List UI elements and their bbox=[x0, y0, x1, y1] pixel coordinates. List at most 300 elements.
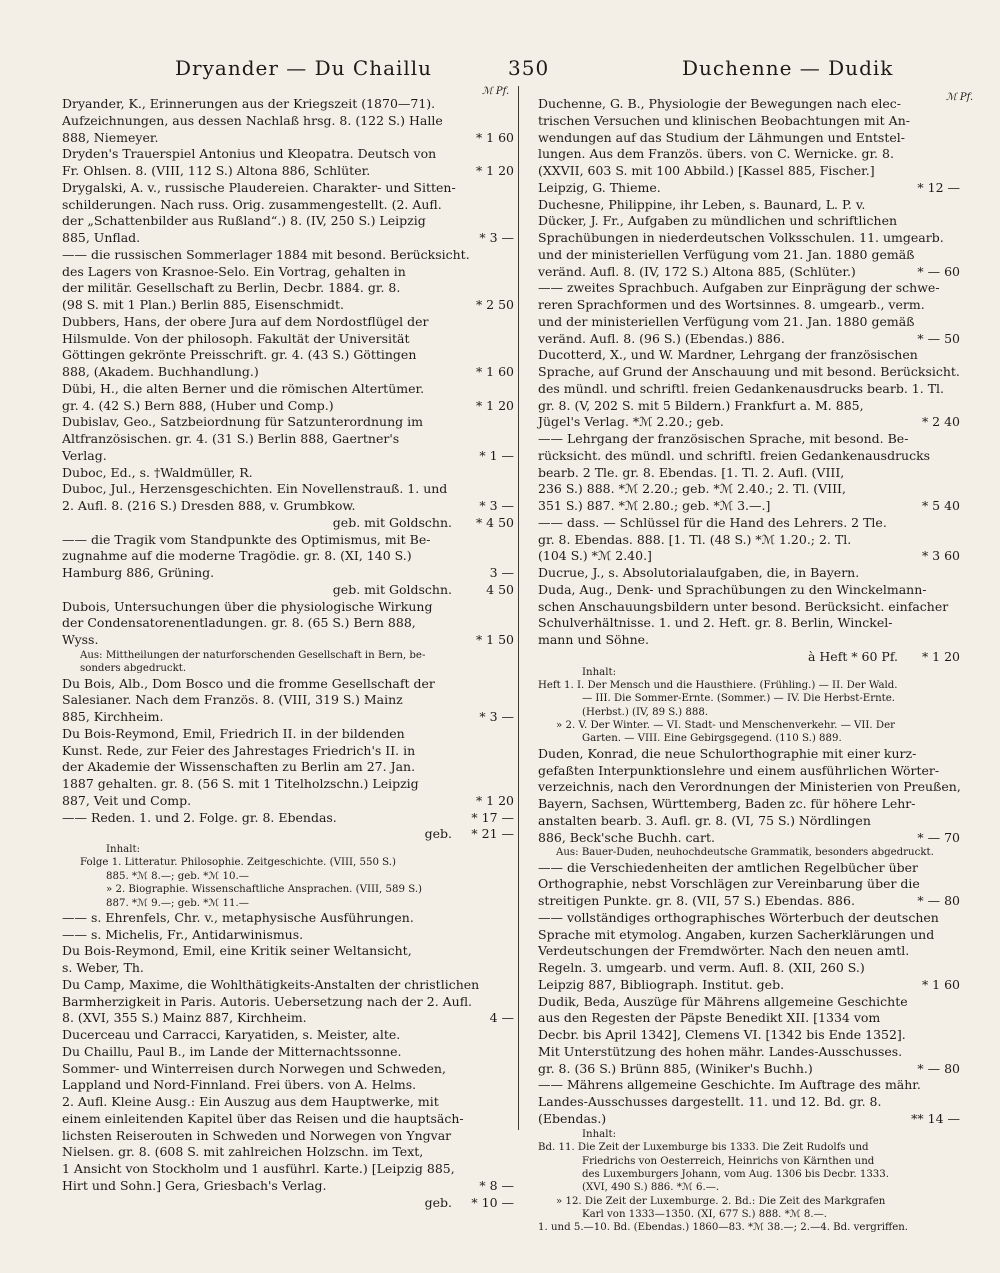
entry-text: Leipzig, G. Thieme. bbox=[538, 179, 661, 195]
entry-text: 885, Kirchheim. bbox=[62, 709, 164, 725]
entry-text: zugnahme auf die moderne Tragödie. gr. 8. (XI, 140 S.) bbox=[62, 548, 412, 564]
catalog-line bbox=[538, 1168, 960, 1181]
catalog-line bbox=[62, 883, 514, 896]
entry-text: 888, (Akadem. Buchhandlung.) bbox=[62, 364, 259, 379]
catalog-line bbox=[62, 994, 514, 1011]
entry-text: —— zweites Sprachbuch. Aufgaben zur Einprägung der schwe- bbox=[538, 280, 940, 296]
entry-price: * — 70 bbox=[917, 829, 960, 845]
catalog-line bbox=[62, 843, 514, 856]
entry-text: —— die russischen Sommerlager 1884 mit besond. Berücksicht. bbox=[62, 246, 470, 262]
catalog-line bbox=[538, 347, 960, 364]
catalog-line bbox=[62, 180, 514, 197]
catalog-line bbox=[62, 431, 514, 448]
catalog-line bbox=[538, 113, 960, 130]
catalog-line bbox=[62, 870, 514, 883]
catalog-line bbox=[62, 230, 514, 247]
catalog-line bbox=[62, 331, 514, 348]
catalog-line bbox=[538, 1044, 960, 1061]
entry-text: Mit Unterstützung des hohen mähr. Landes-Ausschusses. bbox=[538, 1043, 903, 1059]
entry-text: Friedrichs von Oesterreich, Heinrichs von Kärnthen und bbox=[582, 1155, 875, 1167]
entry-price: * 4 50 bbox=[475, 514, 514, 530]
catalog-line bbox=[62, 582, 514, 599]
catalog-line bbox=[538, 548, 960, 565]
catalog-line bbox=[538, 364, 960, 381]
entry-text: 886, Beck'sche Buchh. cart. bbox=[538, 829, 715, 845]
catalog-line bbox=[538, 146, 960, 163]
entry-text: s. Weber, Th. bbox=[62, 960, 144, 976]
entry-text: geb. bbox=[424, 826, 452, 842]
entry-text: (Ebendas.) bbox=[538, 1110, 607, 1126]
right-column bbox=[538, 96, 960, 1235]
entry-price: * 8 — bbox=[479, 1177, 514, 1193]
entry-text: geb. mit Goldschn. bbox=[332, 581, 452, 597]
catalog-line bbox=[62, 927, 514, 944]
catalog-line bbox=[538, 448, 960, 465]
entry-text: 1887 gehalten. gr. 8. (56 S. mit 1 Titelholzschn.) Leipzig bbox=[62, 776, 419, 792]
catalog-line bbox=[538, 943, 960, 960]
catalog-line bbox=[538, 1195, 960, 1208]
catalog-line bbox=[538, 1094, 960, 1111]
catalog-line bbox=[538, 1061, 960, 1078]
catalog-line bbox=[538, 1141, 960, 1154]
catalog-line bbox=[538, 692, 960, 705]
entry-text: Sprache, auf Grund der Anschauung und mit besond. Berücksicht. bbox=[538, 364, 960, 379]
entry-text: Sommer- und Winterreisen durch Norwegen und Schweden, bbox=[62, 1060, 446, 1076]
entry-text: Nielsen. gr. 8. (608 S. mit zahlreichen Holzschn. im Text, bbox=[62, 1144, 424, 1160]
entry-price: * 5 40 bbox=[921, 498, 960, 513]
catalog-line bbox=[62, 146, 514, 163]
entry-price: * 1 20 bbox=[475, 792, 514, 808]
catalog-line bbox=[62, 163, 514, 180]
entry-text: Fr. Ohlsen. 8. (VIII, 112 S.) Altona 886, Schlüter. bbox=[62, 163, 371, 178]
entry-text: Duboc, Ed., s. †Waldmüller, R. bbox=[62, 464, 253, 480]
entry-text: Garten. — VIII. Eine Gebirgsgegend. (110 S.) 889. bbox=[582, 733, 842, 745]
entry-text: Du Bois, Alb., Dom Bosco und die fromme Gesellschaft der bbox=[62, 675, 435, 691]
entry-text: Dryander, K., Erinnerungen aus der Kriegszeit (1870—71). bbox=[62, 96, 436, 111]
catalog-line bbox=[62, 347, 514, 364]
entry-text: reren Sprachformen und des Wortsinnes. 8. umgearb., verm. bbox=[538, 297, 925, 312]
entry-text: (Herbst.) (IV, 89 S.) 888. bbox=[582, 706, 709, 718]
entry-text: Dubislav, Geo., Satzbeiordnung für Satzunterordnung im bbox=[62, 414, 423, 430]
entry-text: der Akademie der Wissenschaften zu Berlin am 27. Jan. bbox=[62, 759, 416, 775]
entry-price: * — 80 bbox=[917, 1060, 960, 1076]
entry-price: * 12 — bbox=[917, 179, 960, 195]
catalog-line bbox=[62, 1027, 514, 1044]
catalog-line bbox=[538, 615, 960, 632]
catalog-line bbox=[62, 599, 514, 616]
catalog-line bbox=[62, 1077, 514, 1094]
entry-text: —— s. Michelis, Fr., Antidarwinismus. bbox=[62, 926, 304, 942]
entry-text: Inhalt: bbox=[582, 1128, 617, 1140]
catalog-line bbox=[62, 213, 514, 230]
catalog-line bbox=[538, 532, 960, 549]
entry-price: * 3 — bbox=[479, 498, 514, 513]
catalog-line bbox=[62, 264, 514, 281]
catalog-line bbox=[62, 1061, 514, 1078]
entry-text: geb. bbox=[424, 1194, 452, 1210]
entry-price: * 1 20 bbox=[475, 397, 514, 413]
entry-text: Bayern, Sachsen, Württemberg, Baden zc. für höhere Lehr- bbox=[538, 796, 916, 812]
entry-text: Kunst. Rede, zur Feier des Jahrestages Friedrich's II. in bbox=[62, 742, 416, 758]
catalog-line bbox=[538, 1208, 960, 1221]
entry-text: —— die Verschiedenheiten der amtlichen Regelbücher über bbox=[538, 859, 919, 875]
catalog-line bbox=[538, 994, 960, 1011]
entry-text: Hilsmulde. Von der philosoph. Fakultät der Universität bbox=[62, 330, 410, 346]
entry-text: » 2. V. Der Winter. — VI. Stadt- und Menschenverkehr. — VII. Der bbox=[556, 720, 895, 732]
entry-text: lichsten Reiserouten in Schweden und Norwegen von Yngvar bbox=[62, 1127, 452, 1143]
entry-text: wendungen auf das Studium der Lähmungen und Entstel- bbox=[538, 129, 905, 145]
entry-text: Dubois, Untersuchungen über die physiologische Wirkung bbox=[62, 598, 433, 614]
catalog-line bbox=[62, 364, 514, 381]
entry-text: 885, Unflad. bbox=[62, 230, 141, 245]
entry-text: — III. Die Sommer-Ernte. (Sommer.) — IV. Die Herbst-Ernte. bbox=[582, 693, 896, 705]
catalog-line bbox=[538, 230, 960, 247]
entry-text: Lappland und Nord-Finnland. Frei übers. von A. Helms. bbox=[62, 1077, 417, 1093]
entry-price: * 1 50 bbox=[475, 632, 514, 647]
entry-text: Drygalski, A. v., russische Plaudereien. Charakter- und Sitten- bbox=[62, 179, 456, 195]
catalog-line bbox=[62, 632, 514, 649]
catalog-line bbox=[62, 897, 514, 910]
catalog-line bbox=[538, 1181, 960, 1194]
entry-text: der Condensatorenentladungen. gr. 8. (65 S.) Bern 888, bbox=[62, 615, 416, 631]
entry-text: 887. *ℳ 9.—; geb. *ℳ 11.— bbox=[106, 897, 249, 909]
entry-text: Aus: Mittheilungen der naturforschenden Gesellschaft in Bern, be- bbox=[80, 649, 426, 661]
entry-text: —— dass. — Schlüssel für die Hand des Lehrers. 2 Tle. bbox=[538, 514, 887, 530]
entry-text: —— vollständiges orthographisches Wörterbuch der deutschen bbox=[538, 909, 939, 925]
entry-text: rücksicht. des mündl. und schriftl. freien Gedankenausdrucks bbox=[538, 447, 931, 463]
catalog-line bbox=[538, 381, 960, 398]
catalog-line bbox=[62, 793, 514, 810]
entry-text: Sprache mit etymolog. Angaben, kurzen Sacherklärungen und bbox=[538, 926, 935, 942]
entry-text: Inhalt: bbox=[582, 666, 617, 678]
entry-text: Salesianer. Nach dem Französ. 8. (VIII, 319 S.) Mainz bbox=[62, 692, 403, 708]
catalog-line bbox=[62, 615, 514, 632]
entry-price: * 21 — bbox=[471, 826, 514, 842]
catalog-line bbox=[62, 1144, 514, 1161]
entry-price: * 1 60 bbox=[475, 129, 514, 145]
catalog-line bbox=[538, 1111, 960, 1128]
catalog-line bbox=[538, 910, 960, 927]
catalog-line bbox=[538, 398, 960, 415]
entry-text: » 12. Die Zeit der Luxemburge. 2. Bd.: Die Zeit des Markgrafen bbox=[556, 1195, 886, 1207]
catalog-line bbox=[538, 599, 960, 616]
entry-text: lungen. Aus dem Französ. übers. von C. Wernicke. gr. 8. bbox=[538, 146, 894, 162]
entry-text: Sprachübungen in niederdeutschen Volksschulen. 11. umgearb. bbox=[538, 230, 944, 245]
entry-price: * 10 — bbox=[471, 1194, 514, 1210]
entry-text: verzeichnis, nach den Verordnungen der Ministerien von Preußen, bbox=[538, 779, 961, 795]
entry-text: und der ministeriellen Verfügung vom 21. Jan. 1880 gemäß bbox=[538, 246, 915, 262]
entry-text: Göttingen gekrönte Preisschrift. gr. 4. (43 S.) Göttingen bbox=[62, 347, 417, 363]
catalog-line bbox=[62, 247, 514, 264]
entry-price: * 3 — bbox=[479, 230, 514, 245]
catalog-line bbox=[538, 163, 960, 180]
catalog-line bbox=[538, 732, 960, 745]
catalog-line bbox=[538, 893, 960, 910]
catalog-line bbox=[538, 1077, 960, 1094]
catalog-line bbox=[538, 813, 960, 830]
catalog-line bbox=[62, 726, 514, 743]
catalog-line bbox=[62, 1111, 514, 1128]
catalog-line bbox=[538, 197, 960, 214]
entry-price: * 1 20 bbox=[921, 648, 960, 664]
catalog-line bbox=[538, 180, 960, 197]
entry-price: * 1 60 bbox=[475, 364, 514, 379]
entry-text: Orthographie, nebst Vorschlägen zur Vereinbarung über die bbox=[538, 876, 920, 892]
entry-text: Landes-Ausschusses dargestellt. 11. und 12. Bd. gr. 8. bbox=[538, 1094, 882, 1110]
entry-price: 4 50 bbox=[486, 581, 514, 597]
catalog-line bbox=[538, 632, 960, 649]
entry-text: gefaßten Interpunktionslehre und einem ausführlichen Wörter- bbox=[538, 762, 940, 778]
entry-text: anstalten bearb. 3. Aufl. gr. 8. (VI, 75 S.) Nördlingen bbox=[538, 812, 871, 828]
entry-text: Bd. 11. Die Zeit der Luxemburge bis 1333. Die Zeit Rudolfs und bbox=[538, 1142, 869, 1154]
catalog-line bbox=[62, 1128, 514, 1145]
entry-text: 8. (XVI, 355 S.) Mainz 887, Kirchheim. bbox=[62, 1010, 307, 1026]
catalog-line bbox=[62, 314, 514, 331]
running-head-left: Dryander — Du Chaillu bbox=[175, 56, 433, 80]
catalog-line bbox=[538, 280, 960, 297]
catalog-line bbox=[62, 943, 514, 960]
entry-price: * 1 — bbox=[479, 447, 514, 463]
entry-text: bearb. 2 Tle. gr. 8. Ebendas. [1. Tl. 2. Aufl. (VIII, bbox=[538, 464, 845, 480]
column-divider bbox=[518, 86, 519, 1130]
entry-text: Dücker, J. Fr., Aufgaben zu mündlichen und schriftlichen bbox=[538, 213, 898, 229]
entry-text: gr. 8. Ebendas. 888. [1. Tl. (48 S.) *ℳ 1.20.; 2. Tl. bbox=[538, 531, 852, 547]
entry-text: Hamburg 886, Grüning. bbox=[62, 565, 215, 580]
catalog-line bbox=[538, 213, 960, 230]
entry-text: Dryden's Trauerspiel Antonius und Kleopatra. Deutsch von bbox=[62, 146, 437, 162]
catalog-line bbox=[538, 331, 960, 348]
catalog-line bbox=[62, 743, 514, 760]
catalog-line bbox=[62, 548, 514, 565]
entry-text: Du Chaillu, Paul B., im Lande der Mitternachtssonne. bbox=[62, 1043, 402, 1059]
entry-text: Schulverhältnisse. 1. und 2. Heft. gr. 8. Berlin, Winckel- bbox=[538, 615, 893, 631]
entry-text: des Luxemburgers Johann, vom Aug. 1306 bis Decbr. 1333. bbox=[582, 1168, 889, 1180]
catalog-line bbox=[538, 1155, 960, 1168]
catalog-line bbox=[538, 746, 960, 763]
catalog-line bbox=[538, 498, 960, 515]
catalog-line bbox=[62, 1161, 514, 1178]
catalog-line bbox=[538, 649, 960, 666]
entry-text: Dudik, Beda, Auszüge für Mährens allgemeine Geschichte bbox=[538, 993, 908, 1009]
catalog-line bbox=[62, 465, 514, 482]
catalog-line bbox=[62, 649, 514, 662]
entry-text: —— die Tragik vom Standpunkte des Optimismus, mit Be- bbox=[62, 531, 431, 547]
catalog-line bbox=[538, 830, 960, 847]
entry-text: Duden, Konrad, die neue Schulorthographie mit einer kurz- bbox=[538, 745, 917, 761]
entry-text: mann und Söhne. bbox=[538, 632, 650, 647]
running-head-right: Duchenne — Dudik bbox=[682, 56, 894, 80]
entry-text: der „Schattenbilder aus Rußland“.) 8. (IV, 250 S.) Leipzig bbox=[62, 213, 426, 229]
entry-text: Ducotterd, X., und W. Mardner, Lehrgang der französischen bbox=[538, 347, 918, 363]
catalog-line bbox=[62, 960, 514, 977]
catalog-line bbox=[62, 515, 514, 532]
catalog-line bbox=[538, 960, 960, 977]
entry-text: 1 Ansicht von Stockholm und 1 ausführl. Karte.) [Leipzig 885, bbox=[62, 1161, 455, 1177]
entry-text: aus den Regesten der Päpste Benedikt XII. [1334 vom bbox=[538, 1010, 881, 1026]
catalog-line bbox=[538, 481, 960, 498]
entry-text: Leipzig 887, Bibliograph. Institut. geb. bbox=[538, 976, 785, 992]
catalog-line bbox=[538, 465, 960, 482]
catalog-line bbox=[62, 381, 514, 398]
catalog-line bbox=[538, 706, 960, 719]
entry-text: Regeln. 3. umgearb. und verm. Aufl. 8. (XII, 260 S.) bbox=[538, 960, 865, 976]
entry-text: veränd. Aufl. 8. (IV, 172 S.) Altona 885, (Schlüter.) bbox=[538, 263, 856, 279]
entry-text: Aufzeichnungen, aus dessen Nachlaß hrsg. 8. (122 S.) Halle bbox=[62, 112, 443, 128]
entry-price: ** 14 — bbox=[911, 1110, 960, 1126]
catalog-line bbox=[62, 498, 514, 515]
entry-text: Wyss. bbox=[62, 632, 99, 647]
entry-price: * — 80 bbox=[917, 893, 960, 909]
catalog-line bbox=[62, 709, 514, 726]
entry-text: —— s. Ehrenfels, Chr. v., metaphysische Ausführungen. bbox=[62, 909, 414, 925]
entry-text: 2. Aufl. Kleine Ausg.: Ein Auszug aus dem Hauptwerke, mit bbox=[62, 1094, 439, 1110]
catalog-line bbox=[62, 856, 514, 869]
entry-text: schen Anschauungsbildern unter besond. Berücksicht. einfacher bbox=[538, 598, 949, 614]
entry-price: * 1 20 bbox=[475, 163, 514, 178]
left-column bbox=[62, 96, 514, 1211]
entry-text: Dubbers, Hans, der obere Jura auf dem Nordostflügel der bbox=[62, 313, 429, 329]
catalog-line bbox=[62, 1010, 514, 1027]
catalog-line bbox=[62, 532, 514, 549]
catalog-line bbox=[538, 796, 960, 813]
entry-text: (104 S.) *ℳ 2.40.] bbox=[538, 548, 652, 564]
catalog-line bbox=[62, 414, 514, 431]
catalog-line bbox=[538, 264, 960, 281]
entry-text: Du Camp, Maxime, die Wohlthätigkeits-Anstalten der christlichen bbox=[62, 976, 480, 992]
catalog-line bbox=[538, 666, 960, 679]
entry-text: streitigen Punkte. gr. 8. (VII, 57 S.) Ebendas. 886. bbox=[538, 893, 855, 909]
catalog-line bbox=[62, 910, 514, 927]
entry-text: trischen Versuchen und klinischen Beobachtungen mit An- bbox=[538, 112, 910, 128]
catalog-line bbox=[62, 113, 514, 130]
catalog-line bbox=[62, 1044, 514, 1061]
catalog-line bbox=[538, 763, 960, 780]
entry-text: Inhalt: bbox=[106, 844, 141, 856]
entry-text: des mündl. und schriftl. freien Gedankenausdrucks bearb. 1. Tl. bbox=[538, 380, 945, 396]
catalog-line bbox=[538, 779, 960, 796]
catalog-line bbox=[538, 247, 960, 264]
entry-text: —— Reden. 1. und 2. Folge. gr. 8. Ebendas. bbox=[62, 809, 337, 825]
entry-text: Duchesne, Philippine, ihr Leben, s. Baunard, L. P. v. bbox=[538, 196, 866, 212]
entry-price: * 3 60 bbox=[921, 548, 960, 564]
catalog-line bbox=[62, 297, 514, 314]
catalog-line bbox=[62, 197, 514, 214]
currency-label-right: ℳ Pf. bbox=[946, 92, 974, 103]
entry-text: » 2. Biographie. Wissenschaftliche Ansprachen. (VIII, 589 S.) bbox=[106, 884, 423, 896]
catalog-line bbox=[62, 481, 514, 498]
entry-text: Aus: Bauer-Duden, neuhochdeutsche Grammatik, besonders abgedruckt. bbox=[556, 847, 934, 859]
catalog-line bbox=[538, 1128, 960, 1141]
entry-text: Verlag. bbox=[62, 447, 107, 463]
entry-price: * — 50 bbox=[917, 330, 960, 346]
entry-text: 236 S.) 888. *ℳ 2.20.; geb. *ℳ 2.40.; 2. Tl. (VIII, bbox=[538, 481, 846, 497]
catalog-line bbox=[62, 662, 514, 675]
catalog-line bbox=[62, 398, 514, 415]
entry-text: Ducrue, J., s. Absolutorialaufgaben, die, in Bayern. bbox=[538, 565, 860, 580]
entry-text: und der ministeriellen Verfügung vom 21. Jan. 1880 gemäß bbox=[538, 313, 915, 329]
entry-price: * — 60 bbox=[917, 263, 960, 279]
entry-price: 3 — bbox=[489, 565, 514, 580]
catalog-line bbox=[62, 759, 514, 776]
catalog-line bbox=[538, 314, 960, 331]
entry-text: (XVI, 490 S.) 886. *ℳ 6.—. bbox=[582, 1182, 720, 1194]
catalog-line bbox=[538, 130, 960, 147]
entry-text: der militär. Gesellschaft zu Berlin, Decbr. 1884. gr. 8. bbox=[62, 280, 401, 296]
catalog-line bbox=[62, 448, 514, 465]
entry-text: —— Lehrgang der französischen Sprache, mit besond. Be- bbox=[538, 431, 909, 446]
entry-text: Folge 1. Litteratur. Philosophie. Zeitgeschichte. (VIII, 550 S.) bbox=[80, 857, 397, 869]
entry-price: * 2 50 bbox=[475, 297, 514, 312]
entry-text: Dübi, H., die alten Berner und die römischen Altertümer. bbox=[62, 380, 425, 396]
catalog-line bbox=[538, 860, 960, 877]
entry-text: Altfranzösischen. gr. 4. (31 S.) Berlin 888, Gaertner's bbox=[62, 431, 400, 446]
catalog-line bbox=[538, 977, 960, 994]
catalog-line bbox=[538, 927, 960, 944]
catalog-line bbox=[538, 582, 960, 599]
entry-text: Duboc, Jul., Herzensgeschichten. Ein Novellenstrauß. 1. und bbox=[62, 481, 448, 497]
catalog-line bbox=[538, 431, 960, 448]
catalog-line bbox=[538, 565, 960, 582]
entry-text: 2. Aufl. 8. (216 S.) Dresden 888, v. Grumbkow. bbox=[62, 498, 356, 513]
entry-text: Du Bois-Reymond, Emil, eine Kritik seiner Weltansicht, bbox=[62, 943, 412, 959]
entry-text: Karl von 1333—1350. (XI, 677 S.) 888. *ℳ 8.—. bbox=[582, 1209, 828, 1221]
catalog-line bbox=[62, 810, 514, 827]
catalog-line bbox=[62, 565, 514, 582]
catalog-line bbox=[538, 1010, 960, 1027]
entry-text: veränd. Aufl. 8. (96 S.) (Ebendas.) 886. bbox=[538, 330, 785, 346]
entry-text: 888, Niemeyer. bbox=[62, 129, 159, 145]
entry-price: * 2 40 bbox=[921, 414, 960, 430]
entry-text: Barmherzigkeit in Paris. Autoris. Uebersetzung nach der 2. Aufl. bbox=[62, 993, 473, 1009]
entry-text: gr. 8. (36 S.) Brünn 885, (Winiker's Buchh.) bbox=[538, 1060, 813, 1076]
entry-text: —— Mährens allgemeine Geschichte. Im Auftrage des mähr. bbox=[538, 1077, 921, 1093]
entry-text: 1. und 5.—10. Bd. (Ebendas.) 1860—83. *ℳ 38.—; 2.—4. Bd. vergriffen. bbox=[538, 1222, 909, 1234]
entry-text: Hirt und Sohn.] Gera, Griesbach's Verlag. bbox=[62, 1177, 327, 1193]
entry-text: à Heft * 60 Pf. bbox=[807, 648, 898, 664]
catalog-line bbox=[538, 414, 960, 431]
entry-price: 4 — bbox=[489, 1010, 514, 1026]
entry-text: Verdeutschungen der Fremdwörter. Nach den neuen amtl. bbox=[538, 943, 910, 959]
entry-text: einem einleitenden Kapitel über das Reisen und die hauptsäch- bbox=[62, 1110, 464, 1126]
currency-label-left: ℳ Pf. bbox=[482, 86, 510, 97]
catalog-line bbox=[62, 130, 514, 147]
entry-text: des Lagers von Krasnoe-Selo. Ein Vortrag, gehalten in bbox=[62, 263, 406, 279]
catalog-line bbox=[538, 679, 960, 692]
catalog-line bbox=[538, 876, 960, 893]
entry-text: (XXVII, 603 S. mit 100 Abbild.) [Kassel 885, Fischer.] bbox=[538, 163, 875, 178]
entry-text: Jügel's Verlag. *ℳ 2.20.; geb. bbox=[538, 414, 724, 430]
entry-price: * 1 60 bbox=[921, 976, 960, 992]
page-number: 350 bbox=[508, 56, 550, 80]
catalog-line bbox=[538, 515, 960, 532]
entry-text: Duda, Aug., Denk- und Sprachübungen zu den Winckelmann- bbox=[538, 581, 927, 597]
entry-text: Decbr. bis April 1342], Clemens VI. [1342 bis Ende 1352]. bbox=[538, 1027, 906, 1043]
entry-text: geb. mit Goldschn. bbox=[332, 514, 452, 530]
catalog-line bbox=[62, 280, 514, 297]
entry-text: 885. *ℳ 8.—; geb. *ℳ 10.— bbox=[106, 870, 249, 882]
catalog-line bbox=[538, 1221, 960, 1234]
catalog-line bbox=[62, 96, 514, 113]
catalog-line bbox=[62, 826, 514, 843]
catalog-line bbox=[62, 676, 514, 693]
entry-text: gr. 4. (42 S.) Bern 888, (Huber und Comp.) bbox=[62, 397, 334, 413]
entry-text: 351 S.) 887. *ℳ 2.80.; geb. *ℳ 3.—.] bbox=[538, 498, 771, 513]
entry-text: Duchenne, G. B., Physiologie der Bewegungen nach elec- bbox=[538, 96, 902, 111]
entry-text: sonders abgedruckt. bbox=[80, 663, 187, 675]
catalog-line bbox=[538, 1027, 960, 1044]
catalog-line bbox=[538, 297, 960, 314]
entry-text: 887, Veit und Comp. bbox=[62, 792, 192, 808]
